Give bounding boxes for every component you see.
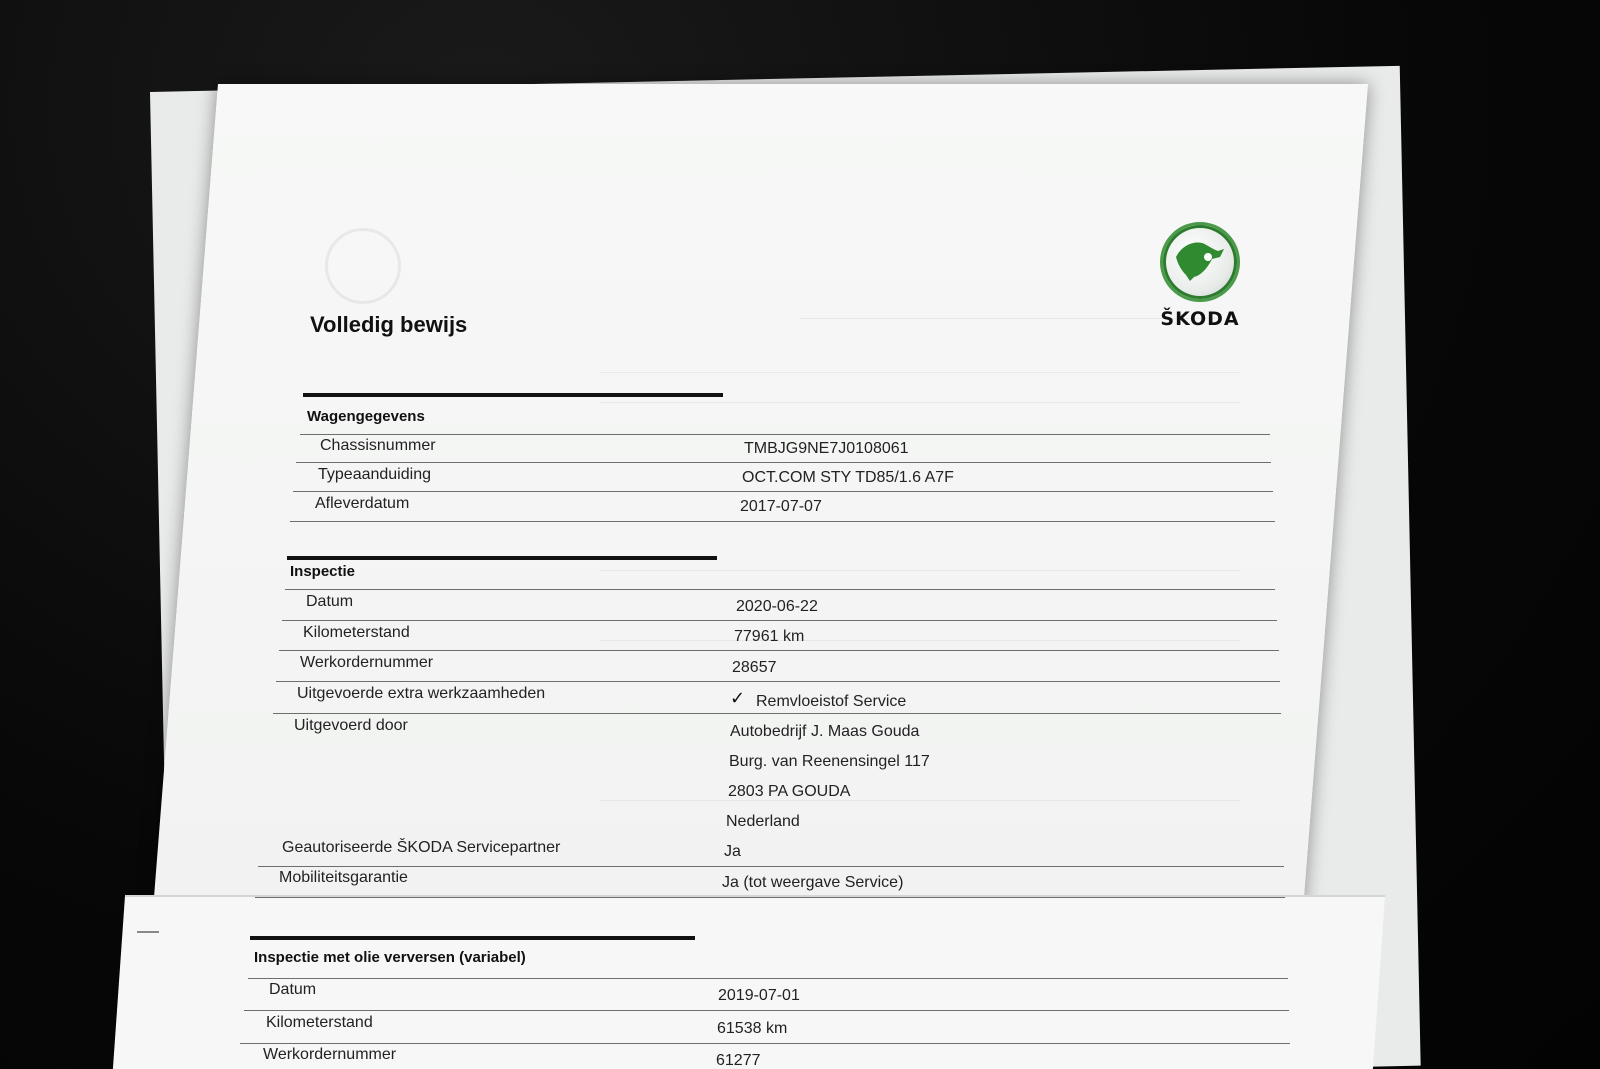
section-title-inspectie: Inspectie bbox=[290, 563, 356, 580]
section-title-wagengegevens: Wagengegevens bbox=[307, 408, 425, 425]
section-divider bbox=[250, 936, 695, 940]
row-label: Kilometerstand bbox=[266, 1014, 373, 1031]
row-label: Afleverdatum bbox=[315, 495, 410, 512]
section-title-olie: Inspectie met olie verversen (variabel) bbox=[254, 949, 526, 966]
row-value: 2020-06-22 bbox=[736, 598, 818, 615]
section-divider bbox=[303, 393, 723, 397]
row-label: Kilometerstand bbox=[303, 624, 410, 641]
row-value: Autobedrijf J. Maas Gouda bbox=[730, 723, 920, 740]
skoda-arrow-icon bbox=[1160, 222, 1240, 302]
row-label: Mobiliteitsgarantie bbox=[279, 869, 408, 886]
checkmark-icon: ✓ bbox=[730, 688, 746, 709]
skoda-logo bbox=[1150, 222, 1250, 330]
address-line: 2803 PA GOUDA bbox=[728, 783, 851, 800]
row-label: Datum bbox=[269, 981, 317, 998]
row-value: 2017-07-07 bbox=[740, 498, 822, 515]
row-label: Datum bbox=[306, 593, 354, 610]
row-value: 61277 bbox=[716, 1052, 761, 1069]
row-value: Remvloeistof Service bbox=[756, 693, 907, 710]
row-value: TMBJG9NE7J0108061 bbox=[744, 440, 909, 457]
row-value: 61538 km bbox=[717, 1020, 788, 1037]
row-label: Werkordernummer bbox=[263, 1046, 397, 1063]
address-line: Burg. van Reenensingel 117 bbox=[729, 753, 930, 770]
row-label: Typeaanduiding bbox=[318, 466, 431, 483]
row-label: Uitgevoerd door bbox=[294, 717, 408, 734]
row-value: Ja bbox=[724, 843, 741, 860]
row-value: Ja (tot weergave Service) bbox=[722, 874, 904, 891]
address-line: Nederland bbox=[726, 813, 800, 830]
row-value: 2019-07-01 bbox=[718, 987, 800, 1004]
row-label: Werkordernummer bbox=[300, 654, 434, 671]
row-label: Uitgevoerde extra werkzaamheden bbox=[297, 685, 546, 702]
section-divider bbox=[287, 556, 717, 560]
row-label: Chassisnummer bbox=[320, 437, 436, 454]
row-value: 28657 bbox=[732, 659, 777, 676]
document-title: Volledig bewijs bbox=[310, 312, 468, 337]
row-value: 77961 km bbox=[734, 628, 805, 645]
ghost-watermark-icon bbox=[325, 228, 401, 304]
row-value: OCT.COM STY TD85/1.6 A7F bbox=[742, 469, 954, 486]
row-label: Geautoriseerde ŠKODA Servicepartner bbox=[282, 839, 561, 856]
brand-wordmark: ŠKODA bbox=[1160, 308, 1240, 330]
